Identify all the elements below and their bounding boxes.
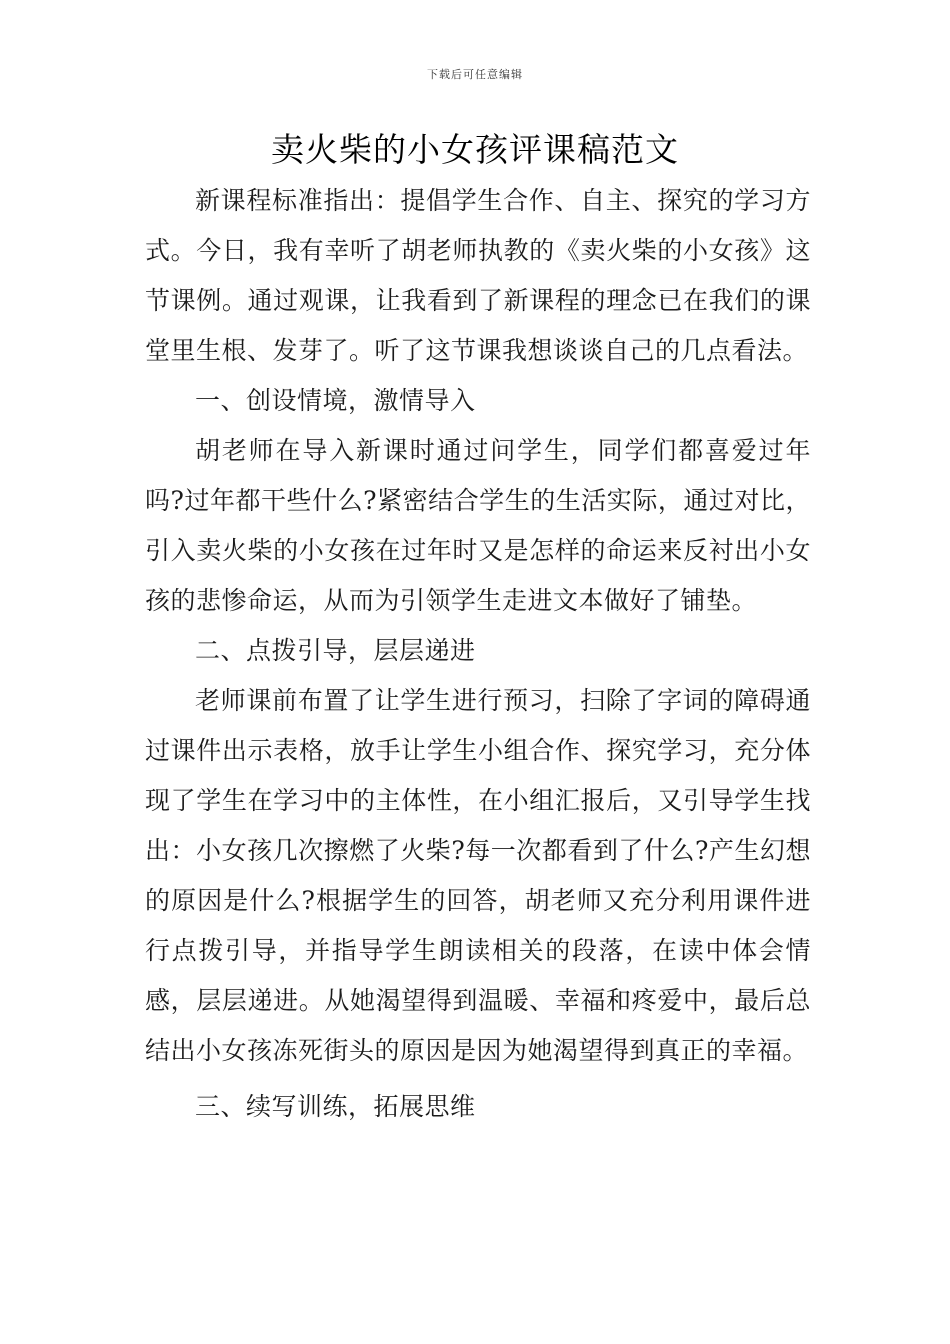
section-heading-1: 一、创设情境，激情导入: [195, 386, 476, 415]
paragraph-section-2: 老师课前布置了让学生进行预习，扫除了字词的障碍通过课件出示表格，放手让学生小组合作、探究学习，充分体现了学生在学习中的主体性，在小组汇报后，又引导学生找出：小女孩几次擦燃了火柴?每一次都看到了什么?产生幻想的原因是什么?根据学生的回答，胡老师又充分利用课件进行点拨引导，并指导学生朗读相关的段落，在读中体会情感，层层递进。从她渴望得到温暖、幸福和疼爱中，最后总结出小女孩冻死街头的原因是因为她渴望得到真正的幸福。: [145, 686, 811, 1065]
paragraph-intro: 新课程标准指出：提倡学生合作、自主、探究的学习方式。今日，我有幸听了胡老师执教的《卖火柴的小女孩》这节课例。通过观课，让我看到了新课程的理念已在我们的课堂里生根、发芽了。听了这节课我想谈谈自己的几点看法。: [145, 186, 811, 365]
paragraph-section-1: 胡老师在导入新课时通过问学生，同学们都喜爱过年吗?过年都干些什么?紧密结合学生的生活实际，通过对比，引入卖火柴的小女孩在过年时又是怎样的命运来反衬出小女孩的悲惨命运，从而为引领学生走进文本做好了铺垫。: [145, 436, 811, 615]
section-heading-3: 三、续写训练，拓展思维: [195, 1092, 476, 1121]
section-heading-2: 二、点拨引导，层层递进: [195, 636, 476, 665]
document-title: 卖火柴的小女孩评课稿范文: [271, 130, 679, 169]
page-header-note: 下载后可任意编辑: [427, 68, 523, 81]
document-body: [145, 176, 811, 1132]
